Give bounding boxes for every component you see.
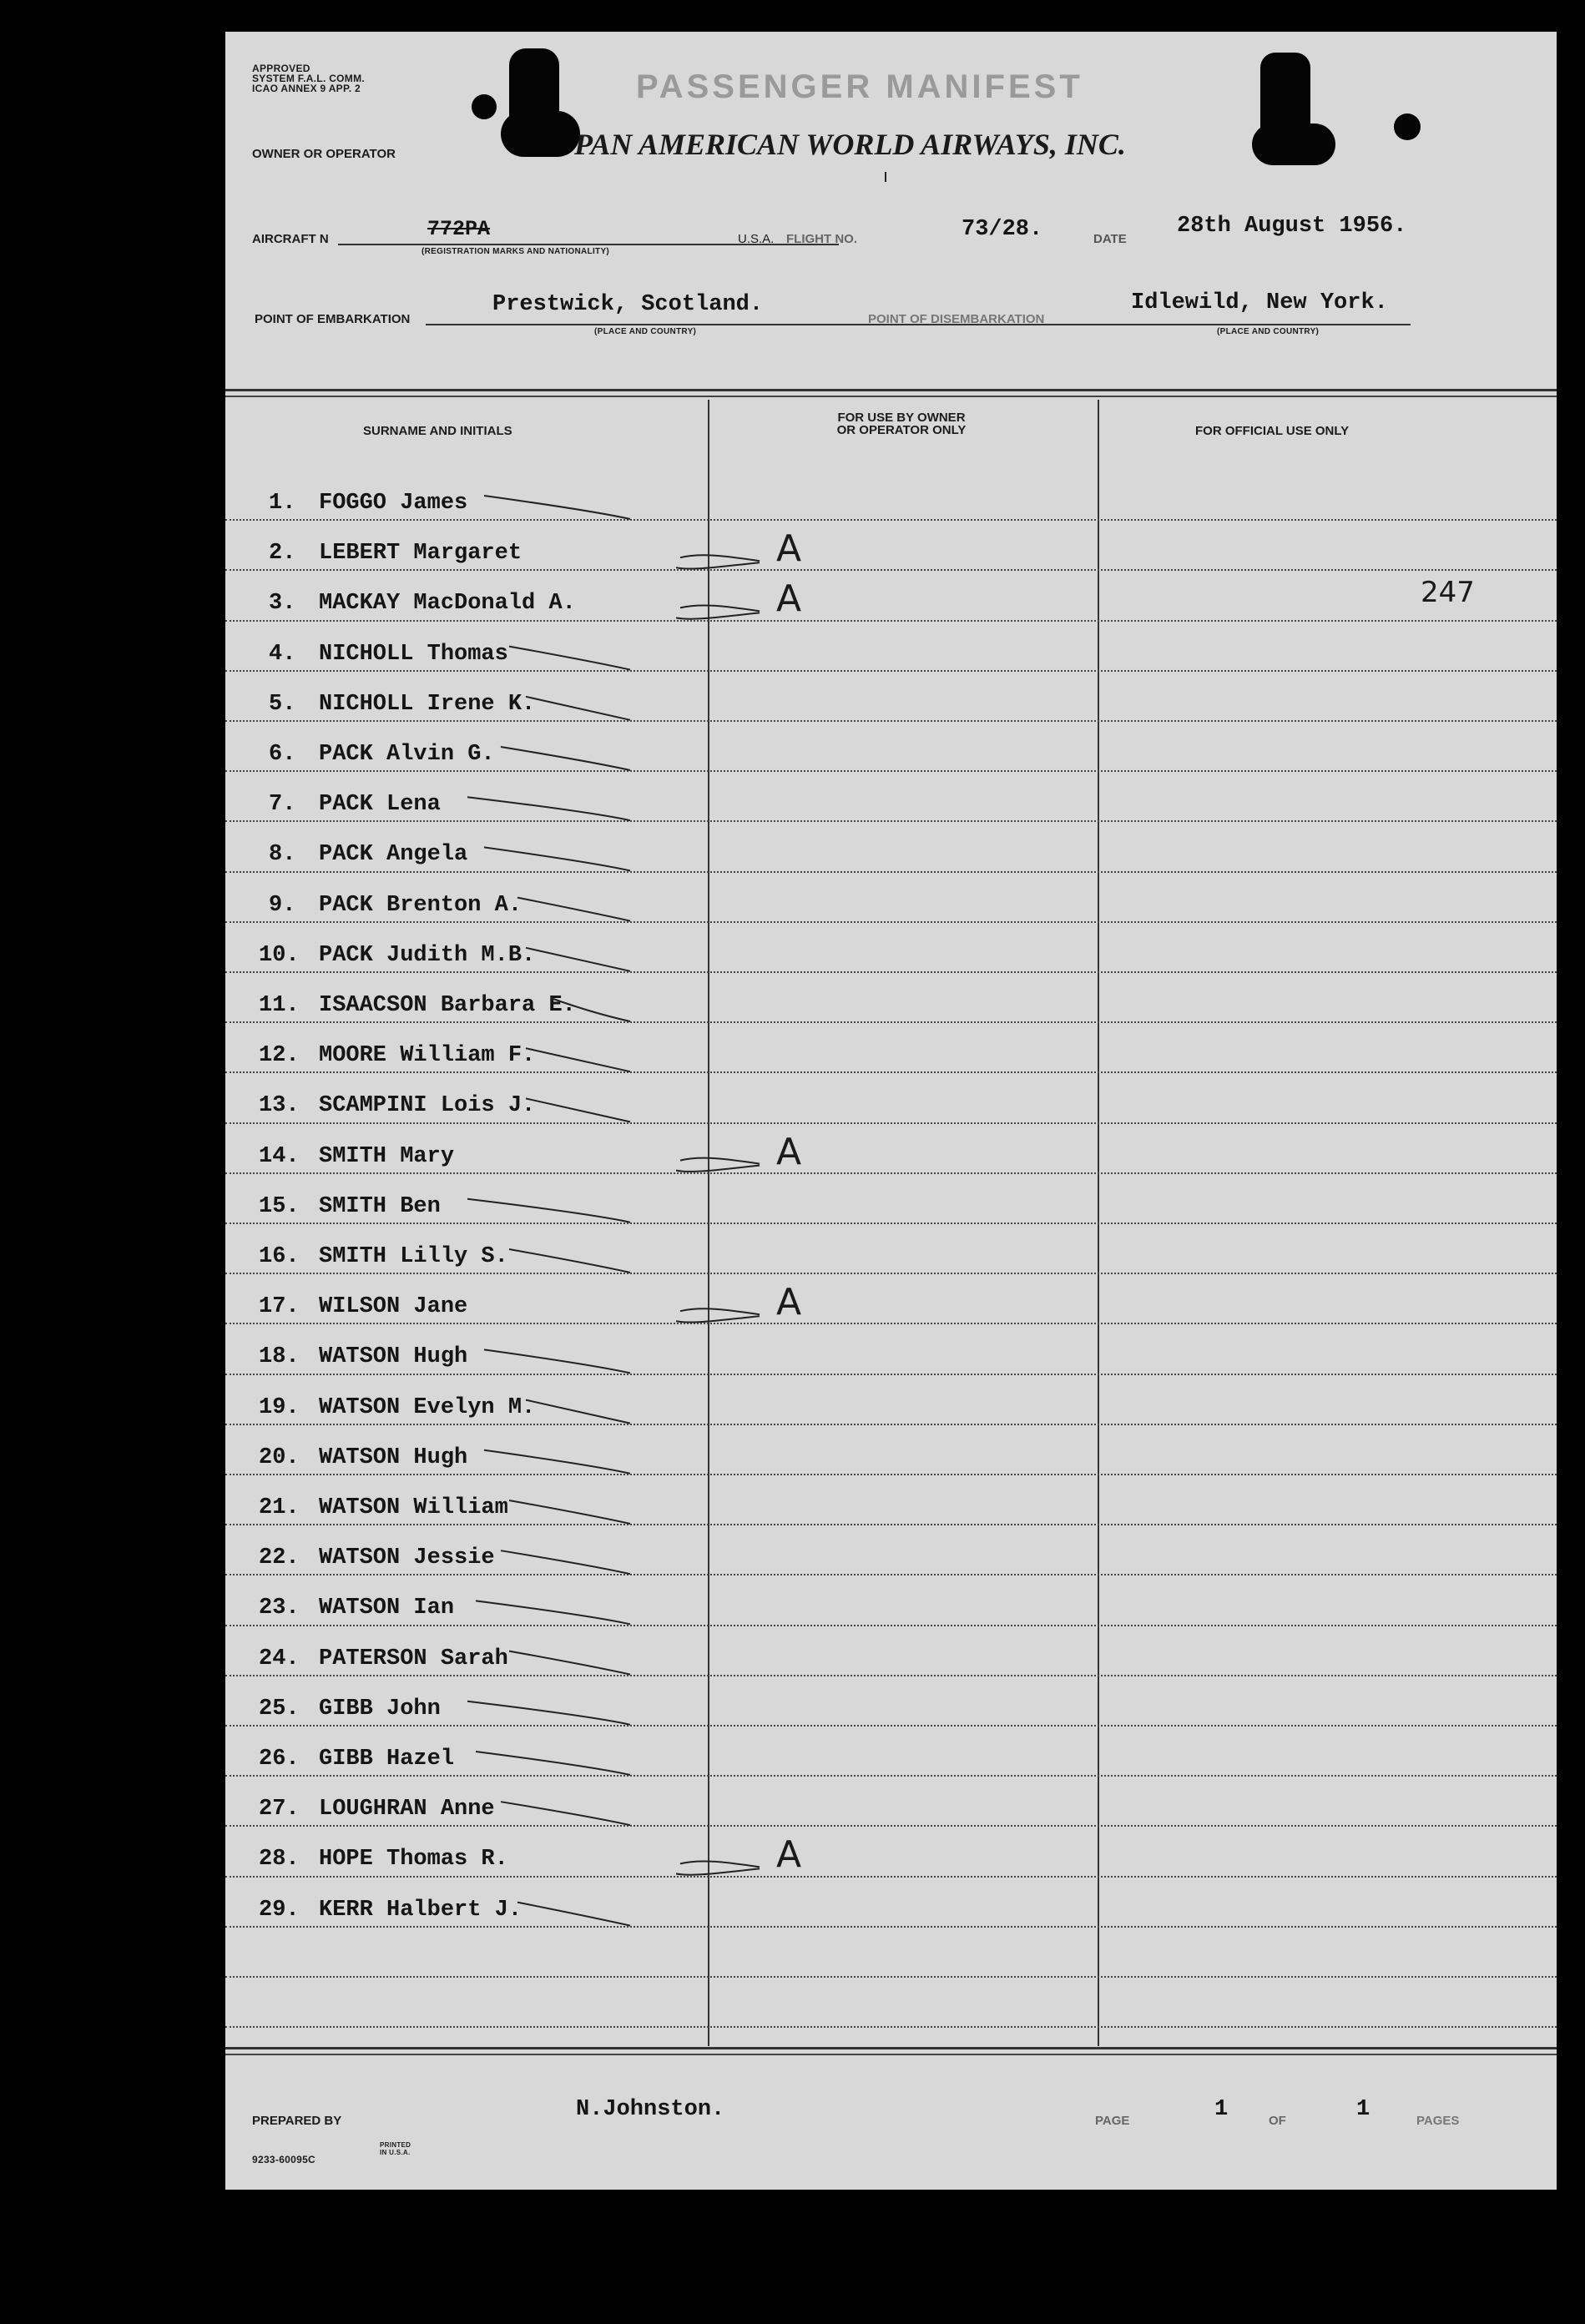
ink-stroke: [680, 1308, 760, 1314]
pages-label: PAGES: [1416, 2114, 1460, 2128]
ink-stroke: [476, 1752, 630, 1775]
passenger-name: PACK Alvin G.: [319, 742, 495, 767]
disembark-note: (PLACE AND COUNTRY): [1217, 327, 1320, 336]
date-value: 28th August 1956.: [1177, 214, 1407, 239]
ink-stroke: [526, 1400, 630, 1424]
printed-note: PRINTED IN U.S.A.: [380, 2141, 411, 2156]
flight-label: FLIGHT NO.: [786, 232, 857, 246]
row-number: 5.: [269, 692, 296, 717]
row-number: 4.: [269, 642, 296, 667]
row-number: 15.: [259, 1194, 300, 1219]
ink-stroke: [526, 1048, 630, 1071]
ink-stroke: [526, 1098, 630, 1122]
ink-stroke: [676, 1868, 760, 1874]
passenger-name: MOORE William F.: [319, 1043, 536, 1068]
passenger-name: WATSON Ian: [319, 1596, 455, 1621]
ink-stroke: [551, 998, 630, 1021]
passenger-name: SCAMPINI Lois J.: [319, 1093, 536, 1118]
ink-stroke: [526, 948, 630, 971]
row-number: 10.: [259, 943, 300, 968]
aircraft-note: (REGISTRATION MARKS AND NATIONALITY): [421, 247, 610, 256]
ink-stroke: [517, 1903, 630, 1926]
row-number: 1.: [269, 491, 296, 516]
ink-stroke: [484, 1450, 630, 1474]
row-number: 23.: [259, 1596, 300, 1621]
column-header-official: FOR OFFICIAL USE ONLY: [1195, 424, 1350, 438]
passenger-name: HOPE Thomas R.: [319, 1847, 508, 1872]
manifest-page: [225, 32, 1557, 2190]
row-number: 26.: [259, 1747, 300, 1772]
aircraft-value: 772PA: [427, 217, 491, 241]
prepared-label: PREPARED BY: [252, 2114, 342, 2128]
passenger-name: LEBERT Margaret: [319, 541, 522, 566]
passenger-name: WATSON William: [319, 1495, 508, 1520]
passenger-name: PACK Lena: [319, 792, 441, 817]
owner-value: PAN AMERICAN WORLD AIRWAYS, INC.: [574, 128, 1126, 161]
ink-stroke: [509, 647, 630, 670]
passenger-name: PACK Angela: [319, 842, 468, 867]
embark-note: (PLACE AND COUNTRY): [594, 327, 697, 336]
passenger-name: GIBB Hazel: [319, 1747, 455, 1772]
row-number: 6.: [269, 742, 296, 767]
row-number: 20.: [259, 1445, 300, 1470]
ink-stroke: [526, 697, 630, 720]
ink-stroke: [676, 562, 760, 568]
row-number: 12.: [259, 1043, 300, 1068]
ink-stroke: [509, 1500, 630, 1524]
owner-label: OWNER OR OPERATOR: [252, 147, 396, 161]
passenger-name: KERR Halbert J.: [319, 1898, 522, 1923]
nationality: U.S.A.: [738, 232, 775, 246]
row-number: 27.: [259, 1797, 300, 1822]
check-marks: [225, 32, 1557, 2190]
row-number: 19.: [259, 1395, 300, 1420]
passenger-name: WATSON Evelyn M.: [319, 1395, 536, 1420]
disembark-value: Idlewild, New York.: [1131, 290, 1388, 315]
passenger-name: NICHOLL Irene K.: [319, 692, 536, 717]
row-number: 2.: [269, 541, 296, 566]
ink-stroke: [680, 605, 760, 611]
of-label: OF: [1269, 2114, 1286, 2128]
ink-stroke: [501, 747, 630, 770]
column-header-names: SURNAME AND INITIALS: [363, 424, 512, 438]
owner-mark: A: [776, 527, 802, 570]
ink-stroke: [467, 1199, 630, 1222]
passenger-name: SMITH Mary: [319, 1144, 455, 1169]
passenger-name: LOUGHRAN Anne: [319, 1797, 495, 1822]
prepared-value: N.Johnston.: [576, 2097, 725, 2122]
ink-stroke: [680, 1861, 760, 1867]
passenger-name: SMITH Lilly S.: [319, 1244, 508, 1269]
ink-stroke: [509, 1651, 630, 1675]
embark-label: POINT OF EMBARKATION: [255, 312, 411, 326]
owner-mark: A: [776, 1131, 802, 1173]
row-number: 7.: [269, 792, 296, 817]
row-number: 13.: [259, 1093, 300, 1118]
passenger-name: NICHOLL Thomas: [319, 642, 508, 667]
page-label: PAGE: [1095, 2114, 1130, 2128]
passenger-name: WILSON Jane: [319, 1294, 468, 1319]
ink-stroke: [484, 847, 630, 870]
embark-value: Prestwick, Scotland.: [492, 292, 764, 317]
passenger-name: PACK Judith M.B.: [319, 943, 536, 968]
ink-stroke: [467, 1701, 630, 1725]
row-number: 28.: [259, 1847, 300, 1872]
ink-stroke: [484, 1349, 630, 1373]
column-header-owner: FOR USE BY OWNER OR OPERATOR ONLY: [836, 411, 967, 437]
ink-stroke: [680, 555, 760, 561]
flight-value: 73/28.: [962, 217, 1043, 242]
row-number: 29.: [259, 1898, 300, 1923]
ink-stroke: [676, 613, 760, 618]
row-number: 11.: [259, 993, 300, 1018]
date-label: DATE: [1093, 232, 1127, 246]
passenger-name: SMITH Ben: [319, 1194, 441, 1219]
passenger-name: PACK Brenton A.: [319, 893, 522, 918]
row-number: 21.: [259, 1495, 300, 1520]
row-number: 18.: [259, 1344, 300, 1369]
row-number: 9.: [269, 893, 296, 918]
ink-stroke: [501, 1802, 630, 1825]
ink-stroke: [517, 898, 630, 921]
approval-stamp: APPROVED SYSTEM F.A.L. COMM. ICAO ANNEX 9 APP. 2: [252, 63, 366, 94]
ink-stroke: [484, 496, 630, 519]
ink-stroke: [680, 1158, 760, 1164]
passenger-name: WATSON Hugh: [319, 1445, 468, 1470]
official-note: 247: [1421, 576, 1475, 609]
row-number: 24.: [259, 1646, 300, 1671]
ink-stroke: [676, 1166, 760, 1172]
passenger-name: WATSON Hugh: [319, 1344, 468, 1369]
page-value: 1: [1214, 2097, 1229, 2122]
ink-stroke: [676, 1316, 760, 1322]
passenger-name: GIBB John: [319, 1696, 441, 1722]
owner-mark: A: [776, 1281, 802, 1323]
passenger-name: ISAACSON Barbara E.: [319, 993, 576, 1018]
passenger-name: PATERSON Sarah: [319, 1646, 508, 1671]
ink-stroke: [509, 1249, 630, 1273]
form-number: 9233-60095C: [252, 2154, 316, 2165]
of-value: 1: [1356, 2097, 1370, 2122]
ink-stroke: [467, 797, 630, 820]
row-number: 3.: [269, 591, 296, 616]
row-number: 17.: [259, 1294, 300, 1319]
ink-stroke: [476, 1601, 630, 1624]
aircraft-label: AIRCRAFT N: [252, 232, 329, 246]
page-title: PASSENGER MANIFEST: [636, 68, 1083, 105]
row-number: 14.: [259, 1144, 300, 1169]
row-number: 16.: [259, 1244, 300, 1269]
passenger-name: MACKAY MacDonald A.: [319, 591, 576, 616]
row-number: 22.: [259, 1545, 300, 1570]
passenger-name: WATSON Jessie: [319, 1545, 495, 1570]
passenger-name: FOGGO James: [319, 491, 468, 516]
ink-stroke: [501, 1550, 630, 1574]
owner-mark: A: [776, 577, 802, 620]
row-number: 25.: [259, 1696, 300, 1722]
owner-mark: A: [776, 1833, 802, 1876]
row-number: 8.: [269, 842, 296, 867]
disembark-label: POINT OF DISEMBARKATION: [868, 312, 1045, 326]
